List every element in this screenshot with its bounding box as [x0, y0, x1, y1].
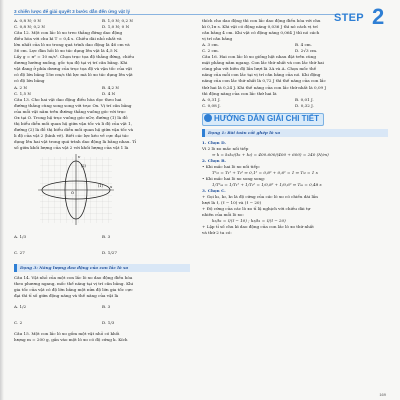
section-banner: Dạng 1: Bài toán cắt ghép lò xo: [202, 129, 388, 137]
text-line: và thứ 2 ta có:: [202, 230, 232, 236]
text-line: năng của con lắc thứ nhất là 0,72 J thì thế năng của con lắc: [202, 78, 326, 84]
text-line: số giữa khối lượng của vật 2 với khối lượng của vật 1 là: [14, 144, 129, 150]
formula-line: T²ₙₜ = T₁² + T₂² ⇒ 0,1² = 0,8² + 0,6² = 1 ⇒ Tₙₜ = 1 s: [212, 169, 318, 175]
question-16: [202, 54, 388, 96]
option-b: B. 3: [102, 304, 111, 310]
section-banner: Dạng 3: Năng lượng dao động của con lắc lò xo: [14, 264, 190, 272]
formula-line: k₂/k₁ = ℓ/(ℓ − 10) ; k₃/k₁ = ℓ/(ℓ − 20): [212, 218, 286, 224]
text-line: điều hòa với chu kì T = 0,4 s. Chiều dài nhỏ nhất và: [14, 36, 122, 42]
question-12: [14, 30, 190, 84]
page-spine: [0, 0, 4, 400]
option-a: A. 2 N: [14, 84, 28, 90]
option-b: B. 3: [102, 234, 111, 239]
option-a: A. 3 cm.: [202, 42, 219, 48]
option-row: [14, 315, 190, 331]
step-number: 2: [372, 4, 385, 29]
text-line: + Lập tỉ số chu kì dao động của con lắc lò xo thứ nhất: [202, 224, 314, 230]
option-row: [14, 229, 190, 245]
right-column: [202, 18, 388, 237]
page-number: 169: [379, 392, 386, 397]
text-line: 56 cm. Lực đàn hồi lò xo tác dụng lên vật là 4,5 N.: [14, 48, 119, 54]
text-line: mặt phẳng nằm ngang. Con lắc thứ nhất và con lắc thứ hai: [202, 60, 324, 66]
answer-2-label: 2. Chọn B.: [202, 157, 226, 163]
curve-2-label: (2): [81, 164, 86, 169]
option-b: B. 0,01 J.: [295, 96, 314, 102]
text-line: vị trí cân bằng: [202, 36, 233, 42]
header-rule: [14, 14, 340, 15]
text-line: thì động năng của con lắc thứ hai là: [202, 90, 277, 96]
text-line: Câu 16. Hai con lắc lò xo giống hệt nhau đặt trên cùng: [202, 54, 316, 60]
text-line: năng của mỗi con lắc tại vị trí cân bằng của nó. Khi động: [202, 72, 321, 78]
text-line: • Khi mắc hai lò xo song song:: [202, 176, 266, 182]
option-a: A. 1/3: [14, 234, 27, 239]
text-line: Câu 12. Một con lắc lò xo treo thẳng đứng dao động: [14, 30, 123, 36]
option-d: D. 1/3: [102, 320, 115, 326]
text-line: của mỗi vật nằm trên đường thẳng vuông góc với trục: [14, 108, 126, 114]
formula-line: 1/T²ₛₛ = 1/T₁² + 1/T₂² = 1/0,8² + 1/0,6² ⇒ Tₛₛ = 0,48 s: [212, 182, 322, 188]
curve-1-label: (1): [98, 184, 103, 189]
left-column: [14, 18, 190, 343]
text-line: đại thì tỉ số giữa động năng và thế năng của vật là: [14, 293, 119, 299]
option-c: C. 2: [14, 320, 23, 326]
text-line: Câu 15. Một con lắc lò xo gồm một vật nhỏ có khối: [14, 331, 120, 337]
text-line: + Gọi k₁, k₂, k₃ là độ cứng của các lò xo có chiều dài lần: [202, 194, 318, 200]
option-c: C. 0,8 N; 0,2 N: [14, 24, 45, 30]
option-row: [14, 299, 190, 315]
option-a: A. 1/2: [14, 304, 27, 310]
text-line: + Độ cứng của các lò xo tỉ lệ nghịch với chiều dài tự: [202, 206, 311, 212]
text-line: Lấy g = π² = 10 m/s². Chọn trục tọa độ thẳng đứng, chiều: [14, 54, 135, 60]
option-d: D. 1/27: [102, 250, 117, 255]
answer-1-label: 1. Chọn D.: [202, 139, 226, 145]
text-line: thích cho dao động thì con lắc dao động điều hòa với chu: [202, 18, 321, 23]
option-d: D. 4 N: [102, 90, 116, 96]
text-line: cùng pha với biên độ lần lượt là 3A và A. Chọn mốc thế: [202, 66, 317, 72]
text-line: Ox tại O. Trong hệ trục vuông góc xOv, đường (1) là đồ: [14, 114, 128, 120]
option-d: D. 2√3 cm.: [295, 48, 318, 54]
text-line: thứ hai là 0,24 J. Khi thế năng của con lắc thứ nhất là 0,09 J: [202, 84, 327, 90]
option-row: [14, 245, 190, 261]
origin-label: O: [71, 191, 74, 196]
text-line: có độ lớn bằng 15π cm/s thì lực mà lò xo tác dụng lên vật: [14, 72, 133, 78]
text-line: lớn nhất của lò xo trong quá trình dao động là 46 cm và: [14, 42, 130, 48]
formula-line: ⇒ k = k₁k₂/(k₁ + k₂) = 400.600/(400 + 600) = 240 (N/m): [212, 151, 329, 157]
option-b: B. 4 cm.: [295, 42, 312, 48]
text-line: theo phương ngang, mốc thế năng tại vị trí cân bằng. Khi: [14, 281, 134, 287]
option-c: C. 1,5 N: [14, 90, 31, 96]
option-d: D. 1,0 N; 0 N: [102, 24, 130, 30]
text-line: dụng lên hai vật trong quá trình dao động là bằng nhau. Tỉ: [14, 138, 137, 144]
text-line: nhiên của mỗi lò xo:: [202, 212, 244, 218]
option-row: [14, 91, 190, 97]
text-line: kì 0,1π s. Khi vật có động năng 0,036 J thì nó cách vị trí: [202, 24, 318, 30]
text-line: lượt là ℓ, (ℓ − 10) và (ℓ − 20): [202, 200, 262, 206]
text-line: Câu 14. Vật nhỏ của một con lắc lò xo dao động điều hòa: [14, 275, 133, 281]
option-c: C. 0,08 J.: [202, 102, 221, 108]
option-b: B. 1,0 N; 0,2 N: [102, 18, 133, 23]
text-line: cân bằng 4 cm. Khi vật có động năng 0,064 J thì nó cách: [202, 30, 320, 36]
bullet-icon: [204, 114, 212, 122]
option-b: B. 4,2 N: [102, 84, 120, 90]
text-line: li độ của vật 2 (hình vẽ). Biết các lực kéo về cực đại tác: [14, 132, 129, 138]
text-line: thị biểu diễn mối quan hệ giữa vận tốc và li độ của vật 1,: [14, 120, 133, 126]
text-line: • Khi mắc hai lò xo nối tiếp:: [202, 163, 261, 169]
question-13: [14, 97, 190, 151]
option-a: A. 0,31 J.: [202, 96, 221, 102]
text-line: đường (2) là đồ thị biểu diễn mối quan hệ giữa vận tốc và: [14, 126, 134, 132]
solutions-title: HƯỚNG DẪN GIẢI CHI TIẾT: [214, 113, 320, 123]
option-d: D. 0,32 J.: [295, 102, 314, 108]
solutions-header: [202, 112, 388, 126]
option-row: [202, 103, 388, 109]
graph-svg: [36, 153, 116, 227]
text-line: Câu 13. Cho hai vật dao động điều hòa dọc theo hai: [14, 96, 122, 102]
question-15-cont: [202, 18, 388, 42]
option-a: A. 0,8 N; 0 N: [14, 18, 41, 23]
answer-3-label: 3. Chọn C.: [202, 188, 226, 194]
text-line: Vì 2 lò xo mắc nối tiếp: [202, 145, 249, 151]
option-c: C. 2 cm.: [202, 48, 219, 54]
step-word: STEP: [334, 12, 364, 24]
text-line: đường thẳng cùng song song với trục Ox. Vị trí cân bằng: [14, 102, 132, 108]
v-label: v: [78, 154, 81, 160]
text-line: lượng m = 200 g, gắn vào một lò xo có độ cứng k. Kích: [14, 337, 128, 343]
text-line: có độ lớn bằng: [14, 78, 45, 84]
text-line: vật đang ở phía dương của trục tọa độ và vận tốc của vật: [14, 66, 132, 72]
question-15: [14, 331, 190, 343]
text-line: dương hướng xuống, gốc tọa độ tại vị trí cân bằng. Khi: [14, 60, 128, 66]
x-label: x: [110, 184, 113, 190]
text-line: gia tốc của vật có độ lớn bằng một nửa độ lớn gia tốc cực: [14, 287, 133, 293]
velocity-displacement-graph: [14, 153, 190, 227]
running-header: 3 chiến lược để giải quyết 3 bước dẫn đến ứng vật lý: [14, 9, 131, 14]
question-14: [14, 275, 190, 299]
option-c: C. 27: [14, 250, 25, 255]
